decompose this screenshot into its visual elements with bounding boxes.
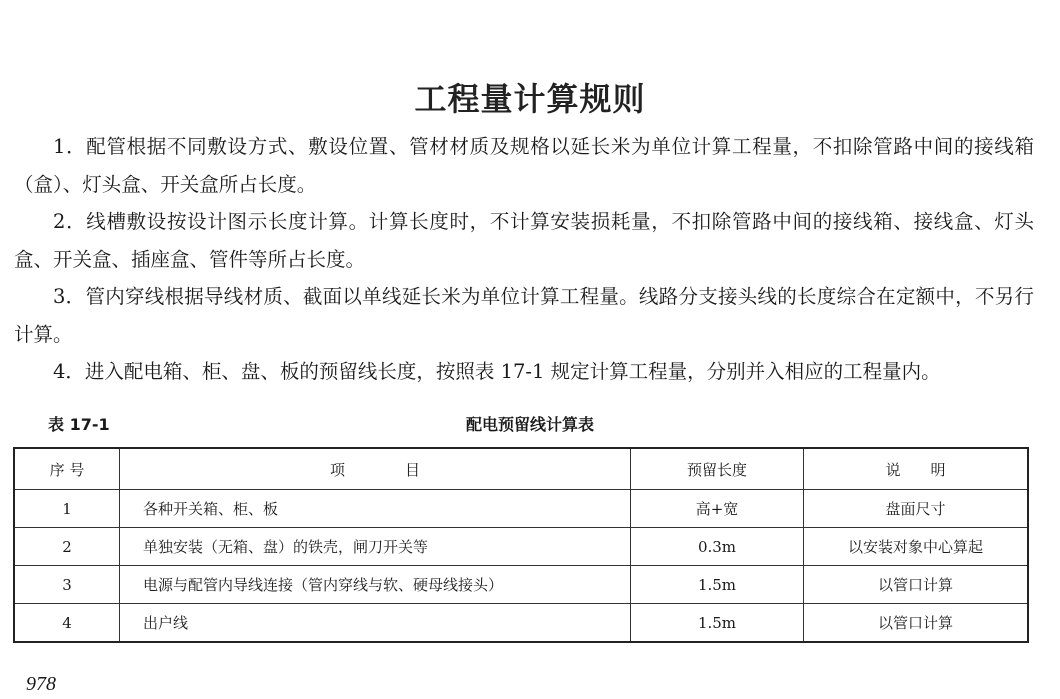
table-row [14,490,1028,528]
cell-no: 3 [14,566,120,604]
cell-no: 2 [14,528,120,566]
table-row [14,604,1028,643]
table-row [14,528,1028,566]
cell-item: 电源与配管内导线连接（管内穿线与软、硬母线接头） [120,566,631,604]
reserved-wire-table [13,447,1029,643]
cell-length: 1.5m [631,604,804,643]
header-length: 预留长度 [631,448,804,490]
header-no: 序 号 [14,448,120,490]
header-item: 项 目 [120,448,631,490]
rule-paragraph-3: 3．管内穿线根据导线材质、截面以单线延长米为单位计算工程量。线路分支接头线的长度综合在定额中，不另行计算。 [14,285,1034,346]
cell-note: 以管口计算 [804,566,1029,604]
rules-body [14,128,1034,391]
table-number: 表 17-1 [48,415,110,434]
table-header-row [14,448,1028,490]
table-row [14,566,1028,604]
table-title: 配电预留线计算表 [465,415,594,434]
table-caption [0,413,1060,437]
page-number: 978 [26,673,56,695]
rule-paragraph-4: 4．进入配电箱、柜、盘、板的预留线长度，按照表 17-1 规定计算工程量，分别并入相应的工程量内。 [53,360,941,383]
cell-item: 出户线 [120,604,631,643]
rule-paragraph-2: 2．线槽敷设按设计图示长度计算。计算长度时，不计算安装损耗量，不扣除管路中间的接线箱、接线盒、灯头盒、开关盒、插座盒、管件等所占长度。 [14,210,1034,271]
cell-note: 盘面尺寸 [804,490,1029,528]
cell-note: 以管口计算 [804,604,1029,643]
rule-paragraph-1: 1．配管根据不同敷设方式、敷设位置、管材材质及规格以延长米为单位计算工程量，不扣除管路中间的接线箱（盒）、灯头盒、开关盒所占长度。 [14,135,1034,196]
header-note: 说 明 [804,448,1029,490]
cell-note: 以安装对象中心算起 [804,528,1029,566]
page-title: 工程量计算规则 [414,80,646,119]
cell-item: 单独安装（无箱、盘）的铁壳，闸刀开关等 [120,528,631,566]
cell-item: 各种开关箱、柜、板 [120,490,631,528]
cell-no: 1 [14,490,120,528]
cell-no: 4 [14,604,120,643]
cell-length: 1.5m [631,566,804,604]
cell-length: 高+宽 [631,490,804,528]
cell-length: 0.3m [631,528,804,566]
